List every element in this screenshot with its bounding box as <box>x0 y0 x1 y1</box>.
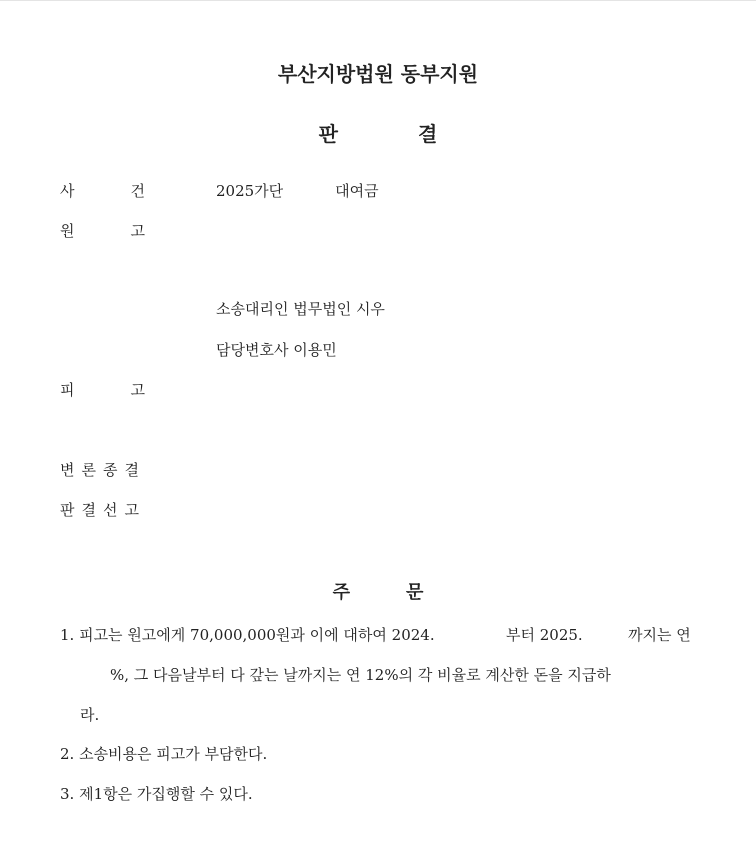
sentence-date-label: 판 결 선 고 <box>60 501 139 519</box>
case-label: 사 건 <box>60 182 145 200</box>
attorney-name: 담당변호사 이용민 <box>216 341 337 359</box>
document-title <box>0 118 756 147</box>
order-item-3: 3. 제1항은 가집행할 수 있다. <box>60 785 253 803</box>
order-section-title: 주 문 <box>332 582 424 603</box>
order-item-1-line-3: 라. <box>80 706 100 724</box>
plaintiff-label: 원 고 <box>60 222 145 240</box>
closing-date-label: 변 론 종 결 <box>60 461 139 479</box>
court-name: 부산지방법원 동부지원 <box>277 62 479 86</box>
case-name: 대여금 <box>335 182 379 200</box>
case-number: 2025가단 <box>216 182 284 200</box>
order-item-1-part-c: 까지는 연 <box>628 626 691 644</box>
case-value <box>216 180 379 201</box>
order-item-1-line-2: %, 그 다음날부터 다 갚는 날까지는 연 12%의 각 비율로 계산한 돈을 지급하 <box>110 666 611 684</box>
defendant-label: 피 고 <box>60 381 145 399</box>
document-title-char-1: 판 <box>318 122 338 146</box>
order-item-2: 2. 소송비용은 피고가 부담한다. <box>60 745 268 763</box>
document-title-char-2: 결 <box>418 122 438 146</box>
order-item-1-part-a: 1. 피고는 원고에게 70,000,000원과 이에 대하여 2024. <box>60 626 435 644</box>
order-item-1-part-b: 부터 2025. <box>506 626 583 644</box>
counsel-name: 소송대리인 법무법인 시우 <box>216 300 385 318</box>
top-border <box>0 0 756 1</box>
